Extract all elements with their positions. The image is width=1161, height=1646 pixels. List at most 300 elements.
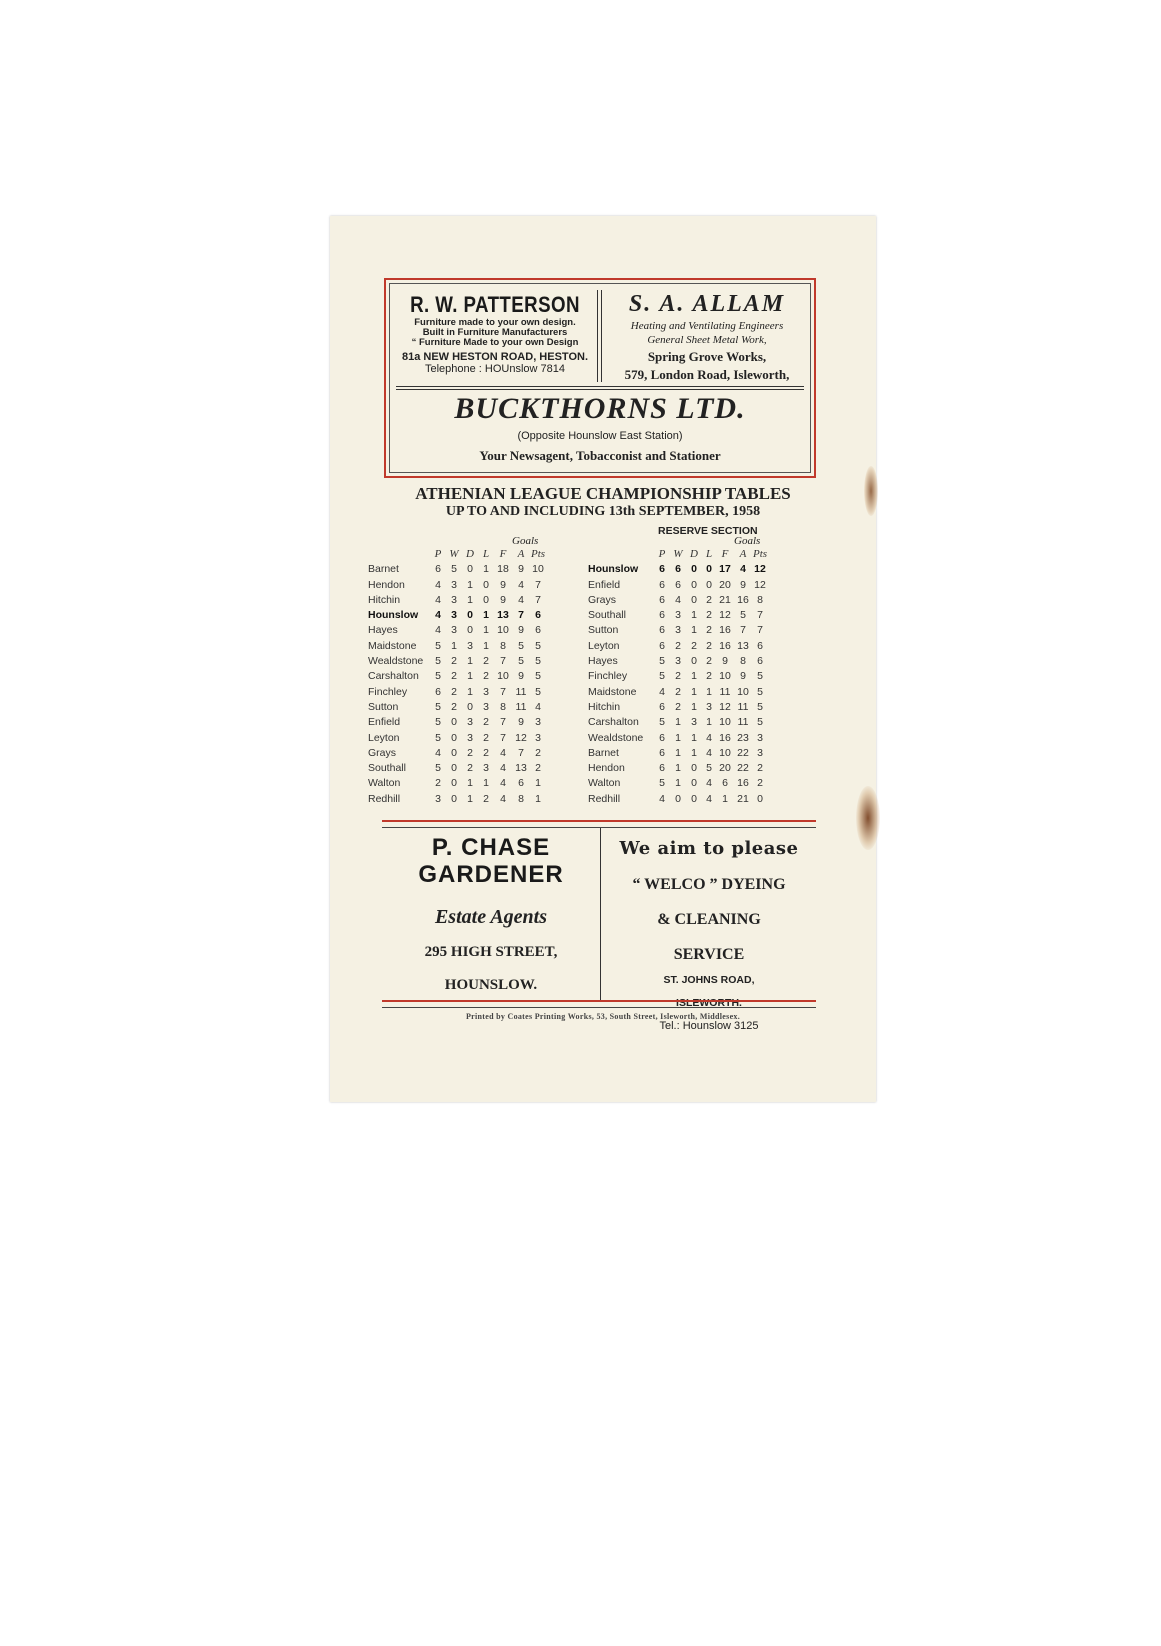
stat-cell-a: 9 xyxy=(518,624,524,637)
stat-cell-l: 1 xyxy=(483,639,489,652)
stat-cell-pts: 4 xyxy=(535,700,541,713)
stat-cell-p: 2 xyxy=(435,777,441,790)
team-name-cell: Hendon xyxy=(588,762,625,775)
stat-cell-pts: 1 xyxy=(535,777,541,790)
stat-cell-w: 3 xyxy=(451,609,457,622)
table-row xyxy=(368,715,546,730)
table-row xyxy=(588,792,768,807)
stat-cell-pts: 0 xyxy=(757,792,763,805)
stat-cell-a: 23 xyxy=(737,731,749,744)
team-name-cell: Maidstone xyxy=(368,639,417,652)
stat-cell-f: 4 xyxy=(500,792,506,805)
stat-cell-d: 0 xyxy=(691,593,697,606)
stat-cell-f: 13 xyxy=(497,609,509,622)
advert-row-divider xyxy=(396,386,804,390)
column-header-l: L xyxy=(705,548,713,560)
column-header-p: P xyxy=(434,548,442,560)
stat-cell-d: 2 xyxy=(691,639,697,652)
stat-cell-d: 0 xyxy=(691,563,697,576)
stat-cell-l: 3 xyxy=(483,700,489,713)
column-header-pts: Pts xyxy=(530,548,546,560)
stat-cell-p: 6 xyxy=(659,624,665,637)
chase-name2: GARDENER xyxy=(418,861,564,888)
stat-cell-d: 0 xyxy=(467,624,473,637)
allam-line1: Heating and Ventilating Engineers xyxy=(630,320,784,332)
column-header-p: P xyxy=(658,548,666,560)
stat-cell-p: 4 xyxy=(435,578,441,591)
stat-cell-w: 4 xyxy=(675,593,681,606)
printer-credit: Printed by Coates Printing Works, 53, South Street, Isleworth, Middlesex. xyxy=(465,1012,741,1021)
table-row xyxy=(588,731,768,746)
team-name-cell: Leyton xyxy=(368,731,400,744)
reserve-table xyxy=(588,547,768,807)
stat-cell-p: 5 xyxy=(435,670,441,683)
stat-cell-f: 10 xyxy=(497,670,509,683)
team-name-cell: Southall xyxy=(368,762,406,775)
team-name-cell: Southall xyxy=(588,609,626,622)
welco-slogan: We aim to please xyxy=(619,838,799,859)
chase-address1: 295 HIGH STREET, xyxy=(424,944,558,960)
stat-cell-l: 2 xyxy=(706,593,712,606)
top-advert-inner-border xyxy=(389,283,811,473)
patterson-line3: “ Furniture Made to your own Design xyxy=(411,337,579,348)
stat-cell-d: 1 xyxy=(467,593,473,606)
stat-cell-pts: 6 xyxy=(535,624,541,637)
table-row xyxy=(368,654,546,669)
stat-cell-d: 1 xyxy=(691,746,697,759)
stat-cell-a: 5 xyxy=(740,609,746,622)
stat-cell-f: 4 xyxy=(500,746,506,759)
buckthorns-location: (Opposite Hounslow East Station) xyxy=(517,430,683,442)
table-row xyxy=(368,593,546,608)
stat-cell-pts: 5 xyxy=(757,700,763,713)
stat-cell-d: 1 xyxy=(691,670,697,683)
stat-cell-w: 1 xyxy=(675,716,681,729)
stat-cell-d: 0 xyxy=(467,609,473,622)
reserve-rows xyxy=(588,562,768,807)
welco-line3: SERVICE xyxy=(673,946,745,963)
stat-cell-w: 1 xyxy=(675,731,681,744)
stat-cell-w: 2 xyxy=(675,639,681,652)
stat-cell-pts: 2 xyxy=(535,762,541,775)
stat-cell-a: 5 xyxy=(518,655,524,668)
stat-cell-pts: 7 xyxy=(757,609,763,622)
stat-cell-d: 0 xyxy=(691,578,697,591)
stat-cell-p: 6 xyxy=(659,593,665,606)
column-header-a: A xyxy=(739,548,747,560)
stat-cell-p: 6 xyxy=(659,746,665,759)
team-name-cell: Hitchin xyxy=(588,700,621,713)
stat-cell-l: 2 xyxy=(483,792,489,805)
stat-cell-d: 1 xyxy=(691,624,697,637)
stat-cell-l: 2 xyxy=(483,716,489,729)
stat-cell-w: 0 xyxy=(451,777,457,790)
team-name-cell: Grays xyxy=(588,593,617,606)
stat-cell-l: 4 xyxy=(706,746,712,759)
stat-cell-a: 13 xyxy=(515,762,527,775)
table-row xyxy=(588,761,768,776)
patterson-name: R. W. PATTERSON xyxy=(410,292,580,317)
stat-cell-w: 3 xyxy=(451,578,457,591)
stat-cell-f: 7 xyxy=(500,685,506,698)
table-row xyxy=(368,761,546,776)
top-advert-box xyxy=(384,278,816,478)
table-row xyxy=(368,776,546,791)
stat-cell-w: 0 xyxy=(675,792,681,805)
programme-page xyxy=(330,216,876,1102)
table-row xyxy=(588,623,768,638)
league-title: ATHENIAN LEAGUE CHAMPIONSHIP TABLES xyxy=(415,484,791,503)
team-name-cell: Wealdstone xyxy=(368,655,424,668)
stat-cell-w: 2 xyxy=(451,655,457,668)
stat-cell-f: 10 xyxy=(719,746,731,759)
stat-cell-l: 4 xyxy=(706,792,712,805)
stat-cell-l: 4 xyxy=(706,731,712,744)
stat-cell-w: 1 xyxy=(451,639,457,652)
stat-cell-pts: 5 xyxy=(535,685,541,698)
stat-cell-l: 3 xyxy=(483,762,489,775)
team-name-cell: Finchley xyxy=(588,670,628,683)
stat-cell-f: 21 xyxy=(719,593,731,606)
team-name-cell: Walton xyxy=(588,777,621,790)
team-name-cell: Enfield xyxy=(588,578,621,591)
column-header-d: D xyxy=(690,548,698,560)
team-name-cell: Wealdstone xyxy=(588,731,644,744)
table-row xyxy=(588,639,768,654)
stat-cell-f: 8 xyxy=(500,639,506,652)
stat-cell-f: 7 xyxy=(500,716,506,729)
table-row xyxy=(368,639,546,654)
stat-cell-l: 1 xyxy=(706,716,712,729)
stat-cell-f: 11 xyxy=(719,685,731,698)
stat-cell-a: 8 xyxy=(518,792,524,805)
buckthorns-advert xyxy=(390,392,810,464)
stat-cell-p: 6 xyxy=(435,563,441,576)
section-rule-upper xyxy=(382,820,816,828)
stat-cell-l: 1 xyxy=(483,609,489,622)
stat-cell-p: 4 xyxy=(435,624,441,637)
team-name-cell: Hounslow xyxy=(588,563,639,576)
stat-cell-f: 9 xyxy=(500,578,506,591)
team-name-cell: Redhill xyxy=(368,792,401,805)
stat-cell-pts: 5 xyxy=(535,670,541,683)
stat-cell-l: 0 xyxy=(483,578,489,591)
stat-cell-p: 5 xyxy=(435,655,441,668)
stat-cell-w: 1 xyxy=(675,762,681,775)
stat-cell-d: 3 xyxy=(467,731,473,744)
stat-cell-p: 5 xyxy=(659,716,665,729)
table-row xyxy=(588,700,768,715)
stat-cell-p: 6 xyxy=(659,578,665,591)
stat-cell-pts: 5 xyxy=(757,685,763,698)
stat-cell-p: 5 xyxy=(435,639,441,652)
column-header-w: W xyxy=(449,548,459,560)
first-team-rows xyxy=(368,562,546,807)
stat-cell-a: 16 xyxy=(737,777,749,790)
stat-cell-p: 6 xyxy=(659,563,665,576)
stat-cell-w: 2 xyxy=(451,670,457,683)
stat-cell-pts: 5 xyxy=(757,716,763,729)
chase-advert xyxy=(382,834,600,995)
stat-cell-w: 2 xyxy=(451,700,457,713)
stat-cell-f: 9 xyxy=(722,655,728,668)
stat-cell-a: 4 xyxy=(740,563,746,576)
section-rule-lower xyxy=(382,1000,816,1008)
stat-cell-a: 22 xyxy=(737,746,749,759)
stat-cell-d: 1 xyxy=(467,655,473,668)
team-name-cell: Hayes xyxy=(588,655,618,668)
team-name-cell: Redhill xyxy=(588,792,621,805)
stat-cell-p: 5 xyxy=(435,700,441,713)
stat-cell-w: 3 xyxy=(451,624,457,637)
stat-cell-pts: 7 xyxy=(757,624,763,637)
table-row xyxy=(368,623,546,638)
stat-cell-d: 1 xyxy=(691,700,697,713)
lower-advert-divider xyxy=(600,828,601,1000)
patterson-line2: Built in Furniture Manufacturers xyxy=(422,327,568,338)
stat-cell-f: 10 xyxy=(719,670,731,683)
table-row xyxy=(588,593,768,608)
table-row xyxy=(588,562,768,577)
stat-cell-l: 5 xyxy=(706,762,712,775)
stat-cell-d: 2 xyxy=(467,762,473,775)
stat-cell-l: 2 xyxy=(706,624,712,637)
table-row xyxy=(368,669,546,684)
stat-cell-f: 12 xyxy=(719,609,731,622)
stat-cell-pts: 5 xyxy=(535,639,541,652)
stat-cell-a: 11 xyxy=(515,700,527,713)
stat-cell-l: 3 xyxy=(483,685,489,698)
stat-cell-f: 18 xyxy=(497,563,509,576)
stat-cell-a: 9 xyxy=(518,716,524,729)
stat-cell-a: 7 xyxy=(518,746,524,759)
team-name-cell: Hayes xyxy=(368,624,398,637)
table-row xyxy=(368,792,546,807)
team-name-cell: Sutton xyxy=(588,624,619,637)
team-name-cell: Walton xyxy=(368,777,401,790)
stat-cell-a: 9 xyxy=(740,670,746,683)
stat-cell-pts: 3 xyxy=(535,716,541,729)
stat-cell-l: 1 xyxy=(483,563,489,576)
stat-cell-f: 16 xyxy=(719,731,731,744)
stat-cell-d: 0 xyxy=(691,762,697,775)
stat-cell-l: 2 xyxy=(706,639,712,652)
team-name-cell: Enfield xyxy=(368,716,401,729)
stat-cell-f: 6 xyxy=(722,777,728,790)
stat-cell-l: 2 xyxy=(483,670,489,683)
team-name-cell: Leyton xyxy=(588,639,620,652)
table-row xyxy=(368,578,546,593)
stat-cell-d: 0 xyxy=(467,700,473,713)
allam-address2: 579, London Road, Isleworth, xyxy=(624,367,790,382)
chase-address2: HOUNSLOW. xyxy=(444,977,538,993)
team-name-cell: Hitchin xyxy=(368,593,401,606)
stat-cell-a: 11 xyxy=(737,700,749,713)
team-name-cell: Carshalton xyxy=(588,716,639,729)
stat-cell-pts: 10 xyxy=(532,563,544,576)
stat-cell-p: 4 xyxy=(435,746,441,759)
column-header-a: A xyxy=(517,548,525,560)
table-row xyxy=(368,731,546,746)
stat-cell-f: 16 xyxy=(719,639,731,652)
stat-cell-a: 7 xyxy=(518,609,524,622)
stat-cell-f: 20 xyxy=(719,578,731,591)
stat-cell-a: 5 xyxy=(518,639,524,652)
stat-cell-a: 4 xyxy=(518,593,524,606)
stat-cell-a: 11 xyxy=(737,716,749,729)
stat-cell-w: 1 xyxy=(675,777,681,790)
column-header-w: W xyxy=(673,548,683,560)
stat-cell-pts: 1 xyxy=(535,792,541,805)
stat-cell-w: 5 xyxy=(451,563,457,576)
stat-cell-w: 6 xyxy=(675,578,681,591)
stat-cell-l: 0 xyxy=(706,563,712,576)
buckthorns-name: BUCKTHORNS LTD. xyxy=(454,392,746,425)
patterson-advert xyxy=(390,284,600,384)
chase-name1: P. CHASE xyxy=(431,834,551,861)
patterson-address: 81a NEW HESTON ROAD, HESTON. xyxy=(401,351,589,363)
stat-cell-l: 2 xyxy=(483,746,489,759)
stat-cell-a: 6 xyxy=(518,777,524,790)
stat-cell-pts: 2 xyxy=(757,762,763,775)
stat-cell-w: 1 xyxy=(675,746,681,759)
stat-cell-pts: 7 xyxy=(535,593,541,606)
stat-cell-a: 4 xyxy=(518,578,524,591)
stat-cell-w: 0 xyxy=(451,746,457,759)
stat-cell-l: 1 xyxy=(483,777,489,790)
stat-cell-w: 2 xyxy=(451,685,457,698)
stat-cell-p: 5 xyxy=(435,731,441,744)
stat-cell-p: 4 xyxy=(659,685,665,698)
table-row xyxy=(588,776,768,791)
team-name-cell: Finchley xyxy=(368,685,408,698)
table-row xyxy=(588,715,768,730)
stat-cell-d: 3 xyxy=(467,639,473,652)
welco-telephone: Tel.: Hounslow 3125 xyxy=(659,1020,759,1032)
team-name-cell: Hendon xyxy=(368,578,405,591)
stat-cell-pts: 6 xyxy=(757,655,763,668)
team-name-cell: Maidstone xyxy=(588,685,637,698)
stat-cell-w: 2 xyxy=(675,700,681,713)
patterson-line1: Furniture made to your own design. xyxy=(414,317,576,328)
stat-cell-a: 11 xyxy=(515,685,527,698)
stat-cell-f: 7 xyxy=(500,655,506,668)
stat-cell-pts: 8 xyxy=(757,593,763,606)
table-row xyxy=(588,608,768,623)
table-row xyxy=(368,746,546,761)
buckthorns-tagline: Your Newsagent, Tobacconist and Stationer xyxy=(479,448,721,463)
stat-cell-w: 3 xyxy=(675,624,681,637)
reserve-section-label: RESERVE SECTION xyxy=(658,525,758,537)
stat-cell-d: 3 xyxy=(691,716,697,729)
team-column-header xyxy=(588,547,654,562)
stat-cell-d: 3 xyxy=(467,716,473,729)
stat-cell-p: 3 xyxy=(435,792,441,805)
stat-cell-p: 5 xyxy=(659,670,665,683)
stat-cell-pts: 5 xyxy=(757,670,763,683)
table-row xyxy=(368,608,546,623)
table-row xyxy=(368,685,546,700)
stat-cell-f: 7 xyxy=(500,731,506,744)
stat-cell-p: 4 xyxy=(435,593,441,606)
stat-cell-f: 10 xyxy=(719,716,731,729)
patterson-telephone: Telephone : HOUnslow 7814 xyxy=(424,363,566,375)
column-header-f: F xyxy=(499,548,507,560)
first-team-header-row xyxy=(368,547,546,562)
table-row xyxy=(588,746,768,761)
stat-cell-l: 2 xyxy=(706,655,712,668)
stat-cell-pts: 3 xyxy=(757,746,763,759)
welco-address1: ST. JOHNS ROAD, xyxy=(663,974,755,986)
stat-cell-l: 2 xyxy=(706,609,712,622)
stat-cell-pts: 12 xyxy=(754,563,766,576)
stat-cell-f: 8 xyxy=(500,700,506,713)
stat-cell-pts: 3 xyxy=(757,731,763,744)
allam-name: S. A. ALLAM xyxy=(628,291,786,317)
stat-cell-p: 6 xyxy=(659,700,665,713)
stat-cell-d: 0 xyxy=(691,777,697,790)
stat-cell-p: 6 xyxy=(659,731,665,744)
team-column-header xyxy=(368,547,430,562)
stat-cell-l: 2 xyxy=(483,731,489,744)
stat-cell-f: 17 xyxy=(719,563,731,576)
stat-cell-a: 22 xyxy=(737,762,749,775)
burn-mark-lower xyxy=(856,786,880,850)
stat-cell-f: 1 xyxy=(722,792,728,805)
table-row xyxy=(588,654,768,669)
stat-cell-w: 0 xyxy=(451,792,457,805)
team-name-cell: Barnet xyxy=(588,746,619,759)
stat-cell-pts: 12 xyxy=(754,578,766,591)
allam-line2: General Sheet Metal Work, xyxy=(647,334,767,346)
stat-cell-w: 2 xyxy=(675,670,681,683)
stat-cell-l: 1 xyxy=(483,624,489,637)
table-row xyxy=(368,700,546,715)
stat-cell-w: 3 xyxy=(451,593,457,606)
league-subtitle: UP TO AND INCLUDING 13th SEPTEMBER, 1958 xyxy=(445,504,761,519)
stat-cell-d: 1 xyxy=(467,777,473,790)
column-header-l: L xyxy=(482,548,490,560)
allam-address1: Spring Grove Works, xyxy=(647,349,767,364)
stat-cell-l: 2 xyxy=(706,670,712,683)
stat-cell-l: 3 xyxy=(706,700,712,713)
stat-cell-l: 0 xyxy=(706,578,712,591)
stat-cell-d: 1 xyxy=(467,685,473,698)
stat-cell-d: 1 xyxy=(467,578,473,591)
stat-cell-l: 0 xyxy=(483,593,489,606)
stat-cell-pts: 6 xyxy=(535,609,541,622)
stat-cell-w: 0 xyxy=(451,731,457,744)
team-name-cell: Grays xyxy=(368,746,397,759)
table-row xyxy=(588,669,768,684)
table-row xyxy=(588,685,768,700)
team-name-cell: Barnet xyxy=(368,563,399,576)
stat-cell-pts: 6 xyxy=(757,639,763,652)
stat-cell-p: 6 xyxy=(659,762,665,775)
first-team-goals-header: Goals xyxy=(512,535,539,547)
welco-line2: & CLEANING xyxy=(657,911,761,928)
welco-address2: ISLEWORTH. xyxy=(676,997,742,1009)
stat-cell-pts: 5 xyxy=(535,655,541,668)
stat-cell-p: 6 xyxy=(659,609,665,622)
stat-cell-a: 9 xyxy=(518,670,524,683)
stat-cell-p: 6 xyxy=(435,685,441,698)
welco-line1: “ WELCO ” DYEING xyxy=(632,876,786,893)
stat-cell-f: 4 xyxy=(500,777,506,790)
stat-cell-p: 5 xyxy=(659,777,665,790)
stat-cell-d: 1 xyxy=(691,609,697,622)
team-name-cell: Sutton xyxy=(368,700,399,713)
